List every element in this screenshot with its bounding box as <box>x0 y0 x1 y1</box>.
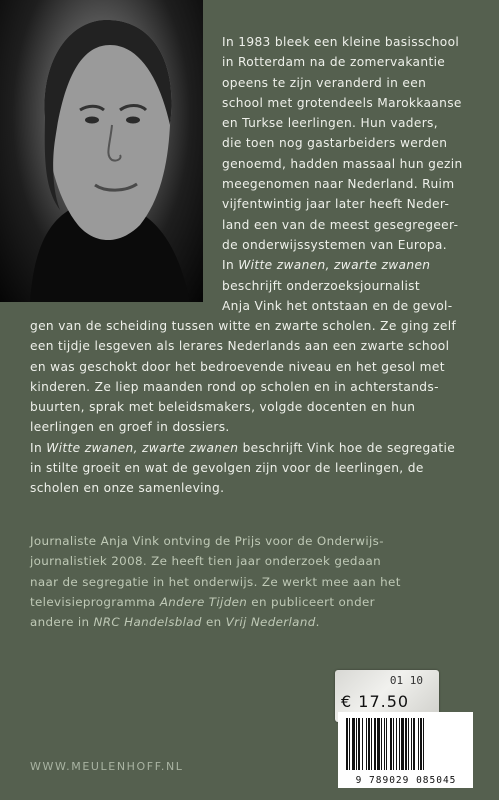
barcode-bar <box>413 718 415 770</box>
blurb-text: In <box>222 258 239 273</box>
blurb-line: en Turkse leerlingen. Hun vaders, <box>222 116 438 131</box>
blurb-line <box>30 438 456 458</box>
barcode-bar <box>411 718 412 770</box>
blurb-text: In <box>30 440 47 455</box>
blurb-line: in Rotterdam na de zomervakantie <box>222 55 446 70</box>
blurb-line: In 1983 bleek een kleine basisschool <box>222 35 460 49</box>
barcode-bar <box>374 718 376 770</box>
barcode-icon <box>346 718 465 770</box>
bio-line: journalistiek 2008. Ze heeft tien jaar onderzoek gedaan <box>30 554 381 569</box>
barcode-bar <box>399 718 400 770</box>
blurb-line: genoemd, hadden massaal hun gezin <box>222 156 463 171</box>
bio-line: Journaliste Anja Vink ontving de Prijs voor de Onderwijs- <box>30 534 384 548</box>
bio-text: en <box>201 615 226 630</box>
blurb-line: gen van de scheiding tussen witte en zwarte scholen. Ze ging zelf <box>30 319 457 333</box>
barcode-bar <box>408 718 409 770</box>
bio-text: televisieprogramma <box>30 594 160 609</box>
blurb-line: die toen nog gastarbeiders werden <box>222 136 448 151</box>
author-portrait-icon <box>0 0 203 302</box>
newspaper-title: NRC Handelsblad <box>93 615 202 630</box>
barcode-bar <box>356 718 357 770</box>
blurb-bottom <box>30 316 456 499</box>
barcode-bar <box>405 718 407 770</box>
blurb-line: een tijdje lesgeven als lerares Nederlands aan een zwarte school <box>30 339 450 354</box>
blurb-top <box>222 32 463 316</box>
blurb-text: beschrijft Vink hoe de segregatie <box>238 440 456 455</box>
barcode-bar <box>371 718 372 770</box>
author-bio <box>30 531 401 632</box>
barcode-bar <box>346 718 348 770</box>
barcode-bar <box>401 718 404 770</box>
blurb-line: Anja Vink het ontstaan en de gevol- <box>222 298 453 313</box>
sticker-code: 01 10 <box>389 674 423 687</box>
barcode-bar <box>420 718 422 770</box>
barcode-bar <box>358 718 360 770</box>
blurb-line: in stilte groeit en wat de gevolgen zijn voor de leerlingen, de <box>30 461 424 476</box>
magazine-title: Vrij Nederland <box>225 615 316 630</box>
blurb-line: school met grotendeels Marokkaanse <box>222 95 462 110</box>
tv-program-title: Andere Tijden <box>159 594 248 609</box>
barcode-bar <box>352 718 355 770</box>
blurb-line: vijfentwintig jaar later heeft Neder- <box>222 197 450 212</box>
barcode-bar <box>384 718 385 770</box>
book-title: Witte zwanen, zwarte zwanen <box>238 258 431 273</box>
barcode-bar <box>396 718 397 770</box>
barcode-bar <box>393 718 394 770</box>
blurb-line: en was geschokt door het bedroevende niveau en het gesol met <box>30 359 445 374</box>
publisher-url: WWW.MEULENHOFF.NL <box>30 760 184 773</box>
barcode-bar <box>386 718 387 770</box>
barcode-bar <box>362 718 363 770</box>
blurb-line: scholen en onze samenleving. <box>30 481 225 496</box>
barcode-bar <box>423 718 424 770</box>
barcode-bar <box>366 718 367 770</box>
bio-text: andere in <box>30 615 94 630</box>
price-label: € 17.50 <box>341 692 410 711</box>
blurb-line: buurten, sprak met beleidsmakers, volgde docenten en hun <box>30 400 416 415</box>
barcode-bar <box>349 718 350 770</box>
blurb-line <box>222 255 463 275</box>
bio-line <box>30 592 401 612</box>
bio-line <box>30 612 401 632</box>
blurb-line: leerlingen en groef in dossiers. <box>30 420 230 435</box>
blurb-line: opeens te zijn veranderd in een <box>222 75 427 90</box>
barcode-bar <box>418 718 419 770</box>
barcode-bar <box>377 718 380 770</box>
barcode-bar <box>381 718 382 770</box>
bio-text: . <box>315 615 320 630</box>
blurb-line: kinderen. Ze liep maanden rond op scholen en in achterstands- <box>30 379 439 394</box>
barcode-bar <box>390 718 392 770</box>
blurb-line: land een van de meest gesegregeer- <box>222 217 459 232</box>
bio-line: naar de segregatie in het onderwijs. Ze werkt mee aan het <box>30 574 401 589</box>
author-photo <box>0 0 203 302</box>
barcode <box>338 712 473 788</box>
book-title: Witte zwanen, zwarte zwanen <box>46 440 239 455</box>
blurb-line: meegenomen naar Nederland. Ruim <box>222 177 455 192</box>
blurb-line: beschrijft onderzoeksjournalist <box>222 278 421 293</box>
blurb-line: de onderwijssystemen van Europa. <box>222 237 447 252</box>
barcode-bar <box>368 718 370 770</box>
bio-text: en publiceert onder <box>247 594 375 609</box>
isbn-number: 9 789029 085045 <box>355 775 457 786</box>
